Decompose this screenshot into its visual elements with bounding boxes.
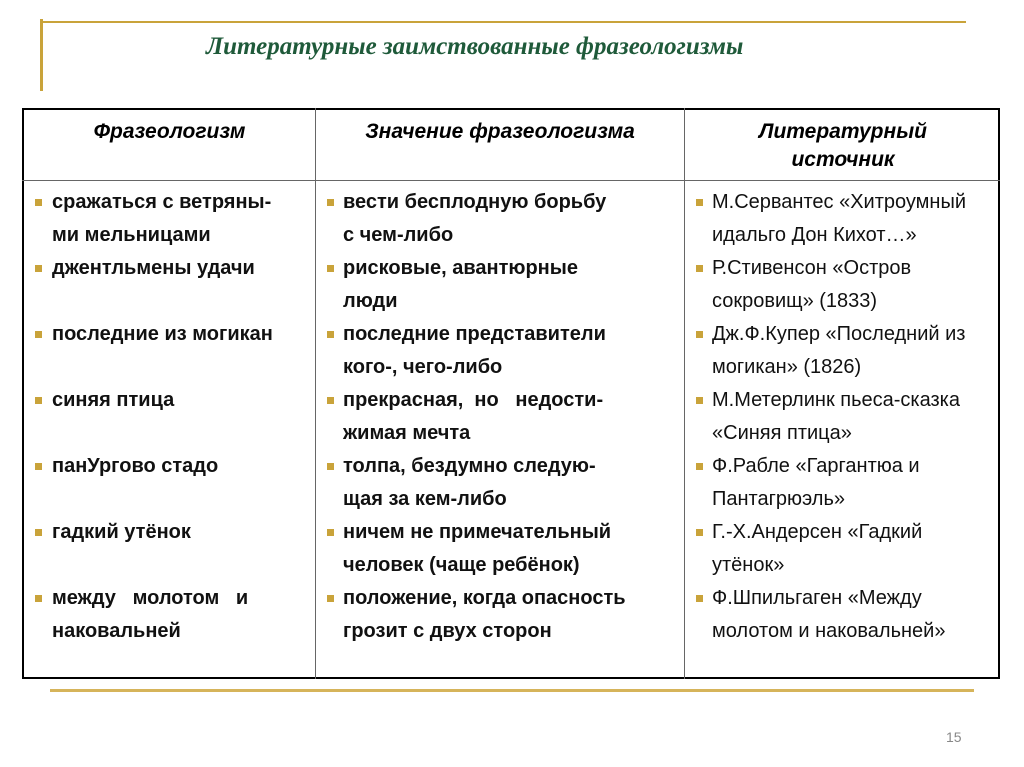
bullet-marker [327,463,334,470]
meaning-cell-line: толпа, бездумно следую- [343,455,596,477]
source-cell-line: Пантагрюэль» [712,488,845,510]
bullet-marker [35,595,42,602]
bullet-marker [696,595,703,602]
meaning-cell-line: кого-, чего-либо [343,356,503,378]
bullet-marker [35,463,42,470]
phrase-cell-line: ми мельницами [52,224,211,246]
column-header-source-line2: источник [791,148,895,171]
page-number: 15 [946,729,962,745]
phrase-cell-line: сражаться с ветряны- [52,191,272,213]
column-header-source [686,118,1000,174]
source-cell-line: могикан» (1826) [712,356,862,378]
decorative-bottom-line [50,689,974,692]
bullet-marker [35,265,42,272]
source-cell-line: «Синяя птица» [712,422,852,444]
phrase-cell-line: гадкий утёнок [52,521,191,543]
bullet-marker [35,397,42,404]
meaning-cell-line: рисковые, авантюрные [343,257,578,279]
bullet-marker [327,265,334,272]
column-header-phrase: Фразеологизм [93,120,246,143]
column-header-meaning: Значение фразеологизма [365,120,635,143]
bullet-marker [696,397,703,404]
decorative-vertical-line [40,19,43,91]
source-cell-line: Дж.Ф.Купер «Последний из [712,323,966,345]
bullet-marker [35,331,42,338]
meaning-cell-line: с чем-либо [343,224,454,246]
meaning-cell-line: щая за кем-либо [343,488,507,510]
column-divider [684,108,685,679]
source-cell-line: М.Сервантес «Хитроумный [712,191,967,213]
meaning-cell-line: прекрасная, но недости- [343,389,604,411]
bullet-marker [327,595,334,602]
phrase-cell-line: последние из могикан [52,323,273,345]
source-cell-line: Ф.Шпильгаген «Между [712,587,922,609]
bullet-marker [696,199,703,206]
bullet-marker [327,529,334,536]
source-cell-line: утёнок» [712,554,785,576]
source-cell-line: молотом и наковальней» [712,620,946,642]
phrase-cell-line: между молотом и [52,587,249,609]
meaning-cell-line: грозит с двух сторон [343,620,552,642]
bullet-marker [35,529,42,536]
bullet-marker [696,529,703,536]
decorative-top-line [40,21,966,23]
meaning-cell-line: ничем не примечательный [343,521,612,543]
meaning-cell-line: жимая мечта [343,422,471,444]
phrase-cell-line: джентльмены удачи [52,257,255,279]
column-header-source-line1: Литературный [759,120,927,143]
meaning-cell-line: вести бесплодную борьбу [343,191,607,213]
source-cell-line: М.Метерлинк пьеса-сказка [712,389,960,411]
bullet-marker [696,265,703,272]
bullet-marker [35,199,42,206]
meaning-cell-line: человек (чаще ребёнок) [343,554,580,576]
phrase-cell-line: синяя птица [52,389,175,411]
phrase-cell-line: наковальней [52,620,181,642]
column-divider [315,108,316,679]
bullet-marker [327,199,334,206]
phrase-cell-line: панУргово стадо [52,455,219,477]
header-divider [22,180,1000,181]
meaning-cell-line: последние представители [343,323,606,345]
source-cell-line: Ф.Рабле «Гаргантюа и [712,455,920,477]
bullet-marker [327,397,334,404]
page-title: Литературные заимствованные фразеологизмы [206,33,744,60]
bullet-marker [696,463,703,470]
bullet-marker [696,331,703,338]
bullet-marker [327,331,334,338]
meaning-cell-line: положение, когда опасность [343,587,626,609]
meaning-cell-line: люди [343,290,398,312]
source-cell-line: Г.-Х.Андерсен «Гадкий [712,521,923,543]
source-cell-line: сокровищ» (1833) [712,290,878,312]
source-cell-line: идальго Дон Кихот…» [712,224,917,246]
source-cell-line: Р.Стивенсон «Остров [712,257,912,279]
